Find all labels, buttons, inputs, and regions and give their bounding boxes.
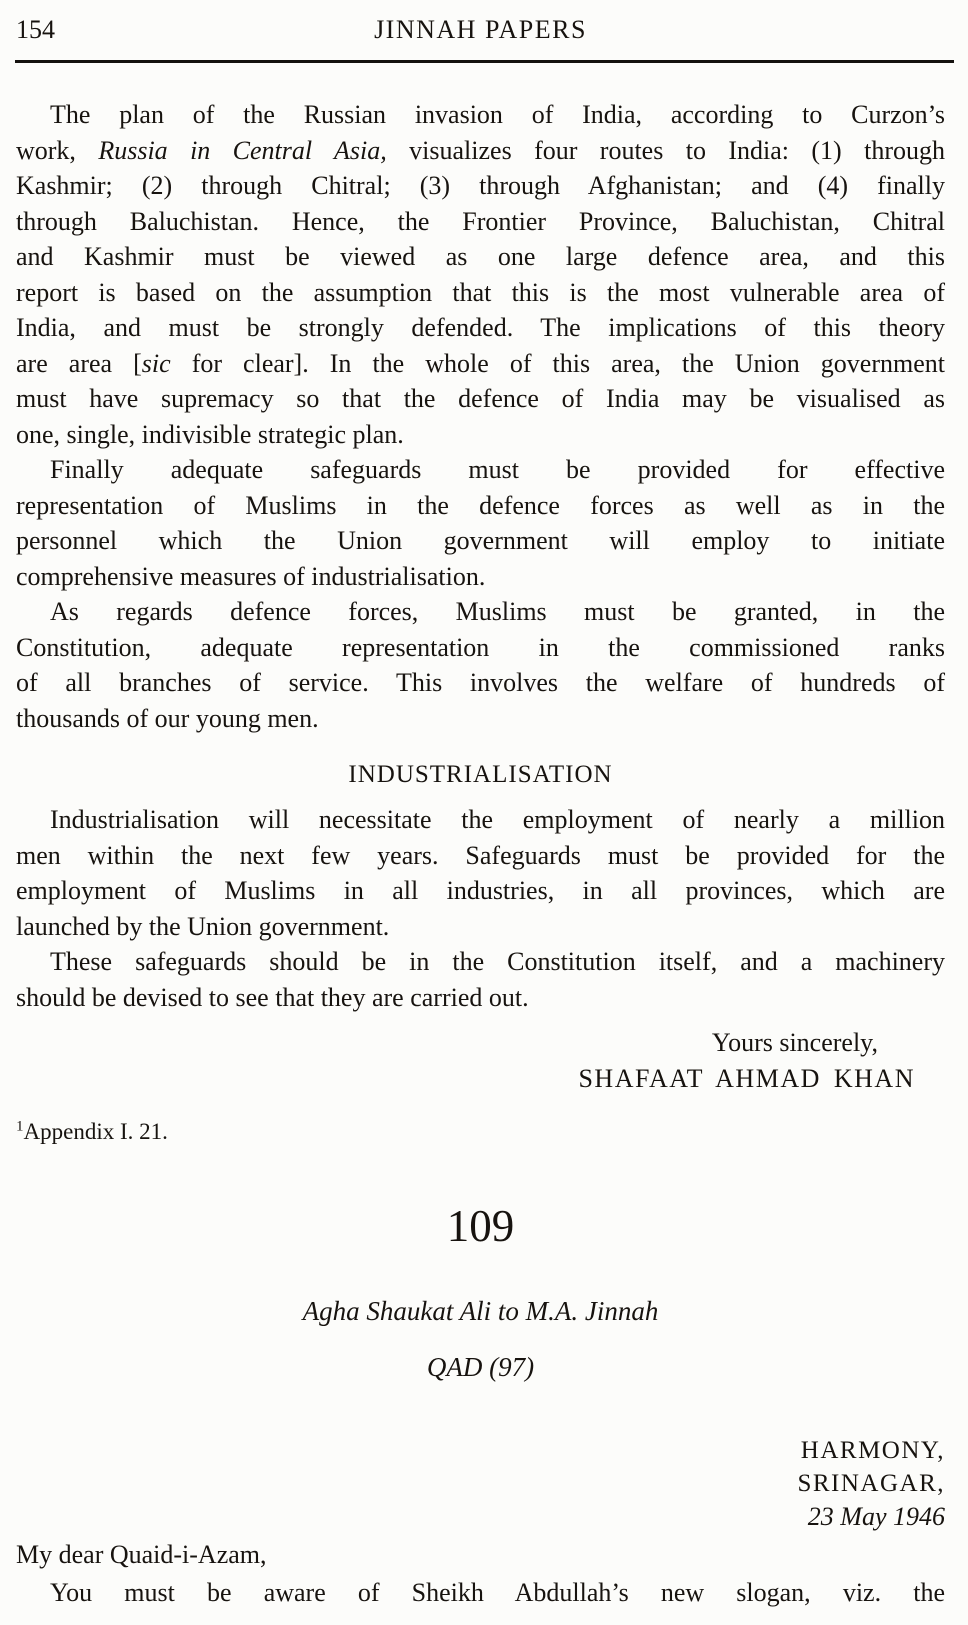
document-109 bbox=[16, 1202, 945, 1610]
text-line: launched by the Union government. bbox=[16, 911, 390, 941]
text-line: These safeguards should be in the Constitution itself, and a machinery bbox=[50, 947, 945, 976]
text-line: of all branches of service. This involves the welfare of hundreds of bbox=[16, 668, 945, 697]
document-title: Agha Shaukat Ali to M.A. Jinnah bbox=[302, 1296, 659, 1326]
text-line: and Kashmir must be viewed as one large defence area, and this bbox=[16, 242, 945, 271]
page-header bbox=[16, 14, 945, 46]
text-line: one, single, indivisible strategic plan. bbox=[16, 419, 404, 449]
text-line: should be devised to see that they are carried out. bbox=[16, 982, 529, 1012]
place-line: HARMONY, bbox=[800, 1437, 945, 1464]
paragraph bbox=[16, 97, 945, 452]
paragraph bbox=[16, 594, 945, 736]
text-line: Kashmir; (2) through Chitral; (3) through Afghanistan; and (4) finally bbox=[16, 171, 945, 200]
paragraph bbox=[16, 1575, 945, 1611]
document-reference: QAD (97) bbox=[426, 1352, 535, 1382]
text-line: You must be aware of Sheikh Abdullah’s new slogan, viz. the bbox=[50, 1577, 945, 1607]
text-line: Industrialisation will necessitate the employment of nearly a million bbox=[50, 805, 945, 834]
text-line: through Baluchistan. Hence, the Frontier Province, Baluchistan, Chitral bbox=[16, 206, 945, 236]
text-line: men within the next few years. Safeguards must be provided for the bbox=[16, 840, 945, 870]
paragraph bbox=[16, 944, 945, 1015]
header-rule bbox=[15, 60, 954, 63]
date-line: 23 May 1946 bbox=[807, 1502, 945, 1531]
place-line: SRINAGAR, bbox=[797, 1470, 945, 1497]
running-title: JINNAH PAPERS bbox=[374, 15, 587, 44]
text-line: As regards defence forces, Muslims must be granted, in the bbox=[50, 597, 945, 626]
text-line: representation of Muslims in the defence forces as well as in the bbox=[16, 490, 945, 520]
footnote-marker: 1 bbox=[16, 1118, 24, 1135]
paragraph bbox=[16, 452, 945, 594]
footnote bbox=[16, 1118, 945, 1146]
text-line: employment of Muslims in all industries, in all provinces, which are bbox=[16, 876, 945, 905]
paragraph bbox=[16, 802, 945, 944]
text-line: work, Russia in Central Asia, visualizes four routes to India: (1) through bbox=[16, 135, 945, 165]
salutation: My dear Quaid-i-Azam, bbox=[16, 1540, 267, 1569]
text-line: comprehensive measures of industrialisation. bbox=[16, 561, 486, 591]
signature: SHAFAAT AHMAD KHAN bbox=[578, 1063, 915, 1093]
text-line: are area [sic for clear]. In the whole of this area, the Union government bbox=[16, 348, 945, 378]
text-line: Constitution, adequate representation in the commissioned ranks bbox=[16, 632, 945, 662]
text-line: thousands of our young men. bbox=[16, 703, 319, 733]
text-line: India, and must be strongly defended. The implications of this theory bbox=[16, 313, 945, 342]
text-line: The plan of the Russian invasion of India, according to Curzon’s bbox=[50, 100, 945, 129]
text-line: report is based on the assumption that this is the most vulnerable area of bbox=[16, 277, 945, 307]
valediction: Yours sincerely, bbox=[711, 1028, 878, 1057]
place-date-block bbox=[16, 1434, 945, 1533]
letter-continuation bbox=[16, 97, 945, 1146]
signoff-block bbox=[16, 1025, 945, 1096]
section-heading: INDUSTRIALISATION bbox=[348, 761, 613, 788]
footnote-text: Appendix I. 21. bbox=[23, 1119, 168, 1144]
text-line: Finally adequate safeguards must be provided for effective bbox=[50, 455, 945, 484]
page-number: 154 bbox=[16, 15, 55, 44]
text-line: personnel which the Union government will employ to initiate bbox=[16, 526, 945, 555]
letter-body bbox=[16, 97, 945, 1610]
text-line: must have supremacy so that the defence of India may be visualised as bbox=[16, 384, 945, 413]
document-number: 109 bbox=[446, 1201, 515, 1251]
